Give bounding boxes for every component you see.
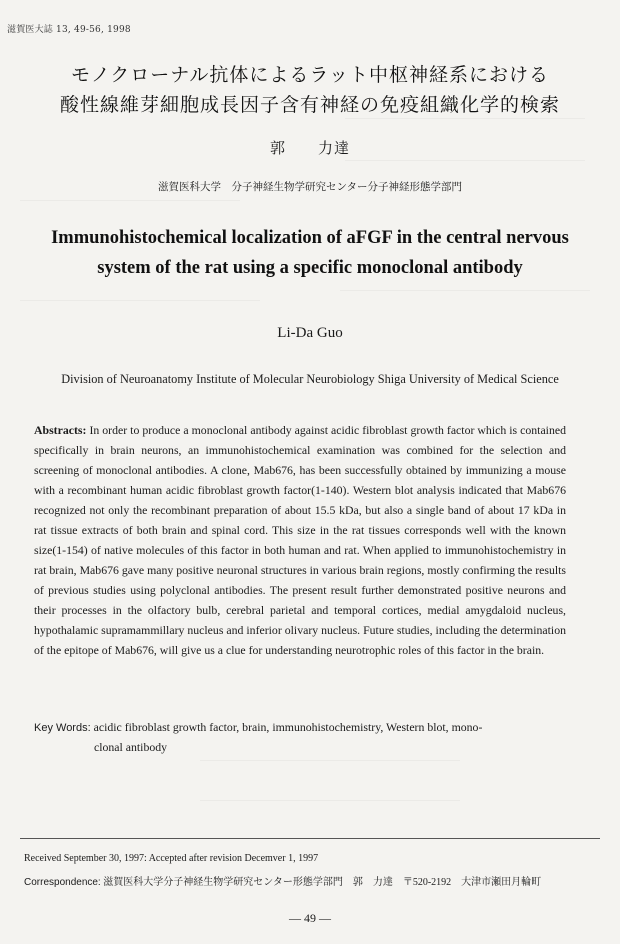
keywords-line-2: clonal antibody — [94, 740, 168, 754]
japanese-affiliation: 滋賀医科大学 分子神経生物学研究センター分子神経形態学部門 — [157, 181, 463, 193]
english-title-line-1: Immunohistochemical localization of aFGF in the central nervous — [51, 228, 569, 248]
abstract — [34, 420, 566, 660]
keywords-line-1: acidic fibroblast growth factor, brain, immunohistochemistry, Western blot, mono- — [93, 720, 483, 734]
abstract-text: In order to produce a monoclonal antibody against acidic fibroblast growth factor which is contained specifically in brain neurons, an immunohistochemical examination was combined for the selection and screening of monoclonal antibodies. A clone, Mab676, has been successfully obtained by immunizing a mouse with a recombinant human acidic fibroblast growth factor(1-140). Western blot analysis indicated that Mab676 recognized not only the recombinant preparation of about 15.5 kDa, but also a single band of about 17 kDa in rat tissue extracts of both brain and spinal cord. This size in the rat tissues corresponds well with the known size(1-154) of native molecules of this factor in both human and rat. When applied to immunohistochemistry in rat brain, Mab676 gave many positive neuronal structures in various brain regions, mostly confirming the results of previous studies using polyclonal antibodies. The present result further demonstrated positive neurons and their processes in the olfactory bulb, cerebral parietal and temporal cortices, medial amygdaloid nucleus, hypothalamic supramammillary nucleus and inferior olivary nucleus. Future studies, including the determination of the epitope of Mab676, will give us a clue for understanding neurotrophic roles of this factor in the brain. — [34, 423, 566, 657]
correspondence-text: 滋賀医科大学分子神経生物学研究センター形態学部門 郭 力達 〒520-2192 大津市瀬田月輪町 — [103, 877, 542, 888]
abstract-label: Abstracts: — [34, 423, 87, 437]
japanese-title-line-2: 酸性線維芽細胞成長因子含有神経の免疫組織化学的検索 — [59, 94, 560, 116]
japanese-title-line-1: モノクローナル抗体によるラット中枢神経系における — [71, 64, 549, 86]
japanese-author: 郭 力達 — [269, 139, 350, 157]
correspondence-label: Correspondence: — [24, 877, 101, 888]
journal-reference: 滋賀医大誌 13, 49-56, 1998 — [7, 25, 131, 35]
correspondence-line — [24, 873, 541, 888]
english-affiliation: Division of Neuroanatomy Institute of Molecular Neurobiology Shiga University of Medical Science — [61, 372, 559, 386]
keywords-label: Key Words: — [34, 722, 91, 734]
english-author: Li-Da Guo — [277, 325, 343, 341]
page-number: — 49 — — [289, 911, 331, 925]
english-title-line-2: system of the rat using a specific monoclonal antibody — [97, 258, 523, 278]
received-line: Received September 30, 1997: Accepted after revision Decemver 1, 1997 — [24, 853, 319, 864]
keywords — [34, 718, 574, 757]
footer-divider — [20, 838, 600, 839]
